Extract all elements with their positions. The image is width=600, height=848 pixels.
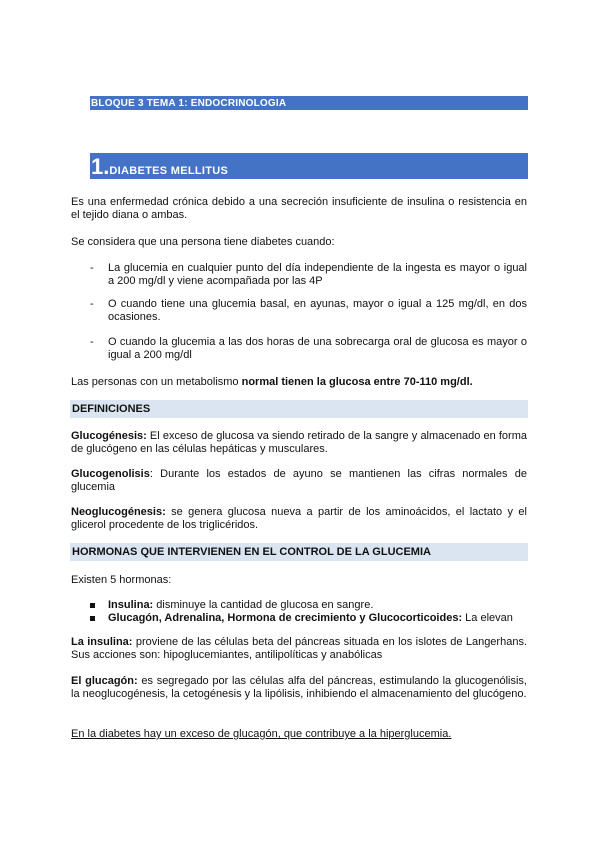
- insulin-term: La insulina:: [71, 636, 133, 648]
- normal-range-bold: normal tienen la glucosa entre 70-110 mg/dl.: [241, 376, 473, 388]
- dash-bullet: -: [90, 262, 94, 274]
- header-bar: [90, 96, 528, 110]
- definitions-heading: [70, 400, 528, 418]
- definition-item: [71, 430, 527, 456]
- intro-paragraph: Es una enfermedad crónica debido a una secreción insuficiente de insulina o resistencia en el tejido diana o ambas.: [71, 196, 527, 221]
- section-title: DIABETES MELLITUS: [109, 165, 229, 177]
- glucagon-paragraph: [71, 675, 527, 701]
- definition-item: [71, 468, 527, 494]
- section-title-bar: [90, 153, 528, 179]
- insulin-text: proviene de las células beta del páncreas situada en los islotes de Langerhans. Sus acciones son: hipoglucemiantes, antilipolíticas y anabólicas: [71, 636, 527, 661]
- definition-text: El exceso de glucosa va siendo retirado de la sangre y almacenado en forma de glucógeno en las células hepáticas y musculares.: [71, 430, 527, 455]
- list-item-text: La glucemia en cualquier punto del día independiente de la ingesta es mayor o igual a 200 mg/dl y viene acompañada por las 4P: [108, 262, 527, 287]
- hormones-heading-text: HORMONAS QUE INTERVIENEN EN EL CONTROL DE LA GLUCEMIA: [72, 546, 431, 558]
- criteria-lead: Se considera que una persona tiene diabetes cuando:: [71, 236, 335, 248]
- hormone-name: Insulina:: [108, 599, 154, 611]
- closing-statement: En la diabetes hay un exceso de glucagón, que contribuye a la hiperglucemia.: [71, 728, 452, 740]
- definition-item: [71, 506, 527, 532]
- definition-text: se genera glucosa nueva a partir de los aminoácidos, el lactato y el glicerol procedente de los triglicéridos.: [71, 506, 527, 531]
- hormones-heading: [70, 543, 528, 561]
- glucagon-text: es segregado por las células alfa del páncreas, estimulando la glucogenólisis, la neoglucogénesis, la cetogénesis y la lipólisis, inhibiendo el almacenamiento del glucógeno.: [71, 675, 527, 700]
- normal-range-paragraph: [71, 376, 527, 389]
- list-item-text: O cuando la glucemia a las dos horas de una sobrecarga oral de glucosa es mayor o igual a 200 mg/dl: [108, 336, 527, 361]
- glucagon-term: El glucagón:: [71, 675, 138, 687]
- hormone-effect: La elevan: [462, 612, 513, 624]
- definition-term: Glucogénesis:: [71, 430, 147, 442]
- hormone-name: Glucagón, Adrenalina, Hormona de crecimiento y Glucocorticoides:: [108, 612, 463, 624]
- insulin-paragraph: [71, 636, 527, 662]
- normal-range-text: Las personas con un metabolismo: [71, 376, 242, 388]
- dash-bullet: -: [90, 298, 94, 310]
- header-title: BLOQUE 3 TEMA 1: ENDOCRINOLOGIA: [91, 98, 287, 109]
- section-number: 1.: [91, 154, 110, 179]
- square-bullet-icon: [90, 616, 95, 621]
- definition-term: Neoglucogénesis:: [71, 506, 166, 518]
- square-bullet-icon: [90, 603, 95, 608]
- hormone-effect: disminuye la cantidad de glucosa en sangre.: [153, 599, 374, 611]
- definition-text: : Durante los estados de ayuno se mantienen las cifras normales de glucemia: [71, 468, 527, 493]
- definition-term: Glucogenolisis: [71, 468, 150, 480]
- dash-bullet: -: [90, 336, 94, 348]
- definitions-heading-text: DEFINICIONES: [72, 403, 151, 415]
- list-item-text: O cuando tiene una glucemia basal, en ayunas, mayor o igual a 125 mg/dl, en dos ocasiones.: [108, 298, 527, 323]
- hormones-lead: Existen 5 hormonas:: [71, 574, 172, 586]
